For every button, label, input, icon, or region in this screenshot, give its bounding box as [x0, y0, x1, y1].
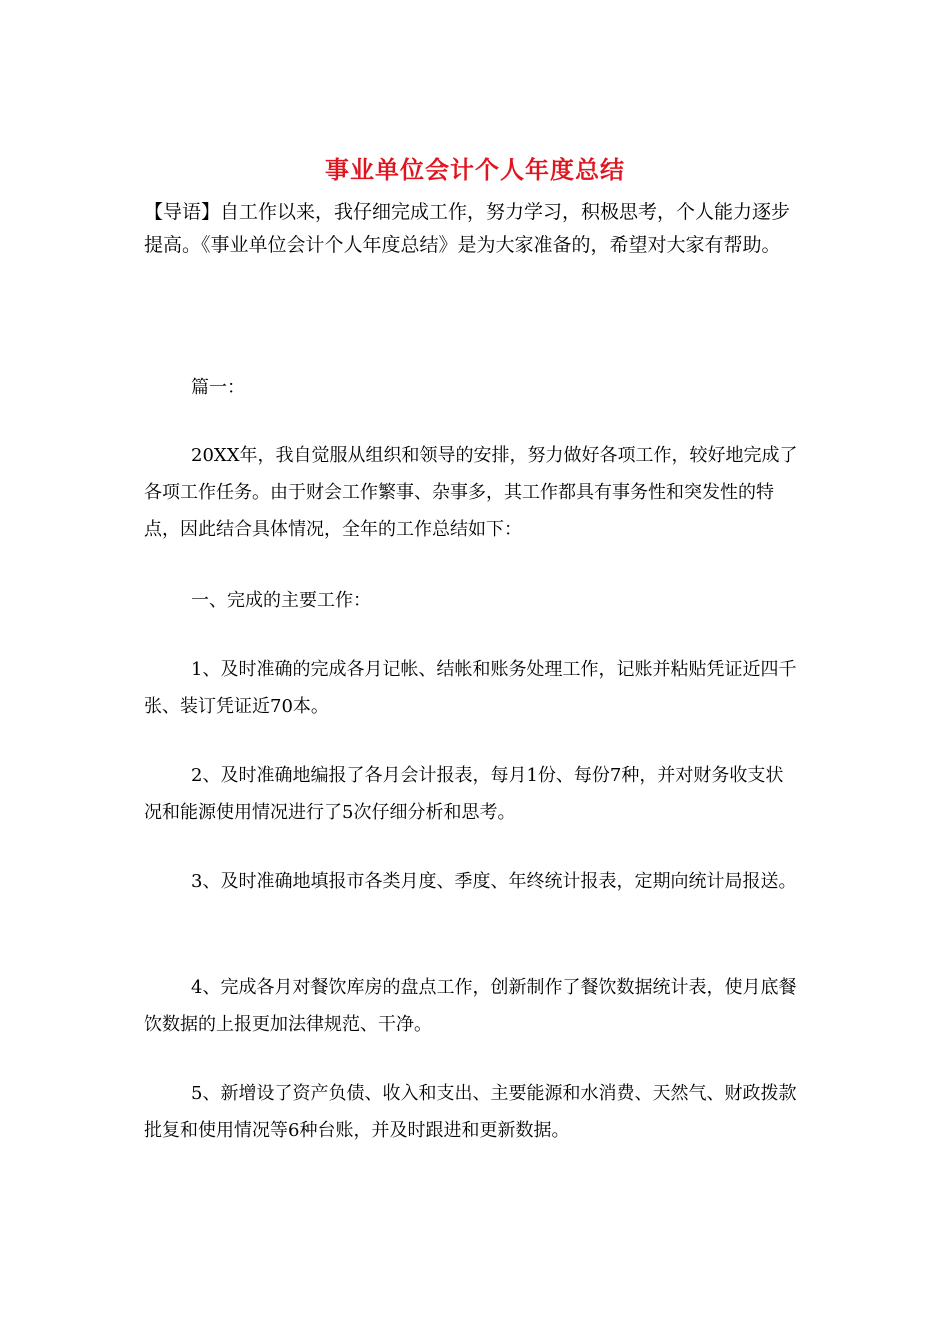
intro-line-2: 提高。《事业单位会计个人年度总结》是为大家准备的，希望对大家有帮助。	[144, 234, 781, 256]
paragraph-item-1: 1、及时准确的完成各月记帐、结帐和账务处理工作，记账并粘贴凭证近四千张、装订凭证近70本。	[144, 659, 797, 717]
paragraph-item-4: 4、完成各月对餐饮库房的盘点工作，创新制作了餐饮数据统计表，使月底餐饮数据的上报更加法律规范、干净。	[144, 977, 797, 1035]
intro-block	[144, 196, 814, 262]
section-heading: 篇一：	[191, 377, 245, 398]
paragraph-item-5: 5、新增设了资产负债、收入和支出、主要能源和水消费、天然气、财政拨款批复和使用情况等6种台账，并及时跟进和更新数据。	[144, 1083, 797, 1141]
paragraph-main-work-heading: 一、完成的主要工作：	[191, 590, 371, 611]
paragraph-item-3: 3、及时准确地填报市各类月度、季度、年终统计报表，定期向统计局报送。	[191, 871, 797, 892]
document-title: 事业单位会计个人年度总结	[325, 155, 625, 184]
intro-line-1: 【导语】自工作以来，我仔细完成工作，努力学习，积极思考，个人能力逐步	[144, 201, 791, 223]
paragraph-item-2: 2、及时准确地编报了各月会计报表，每月1份、每份7种，并对财务收支状况和能源使用情况进行了5次仔细分析和思考。	[144, 765, 784, 823]
paragraph-summary-intro: 20XX年，我自觉服从组织和领导的安排，努力做好各项工作，较好地完成了各项工作任务。由于财会工作繁事、杂事多，其工作都具有事务性和突发性的特点，因此结合具体情况，全年的工作总结如下：	[144, 445, 798, 540]
